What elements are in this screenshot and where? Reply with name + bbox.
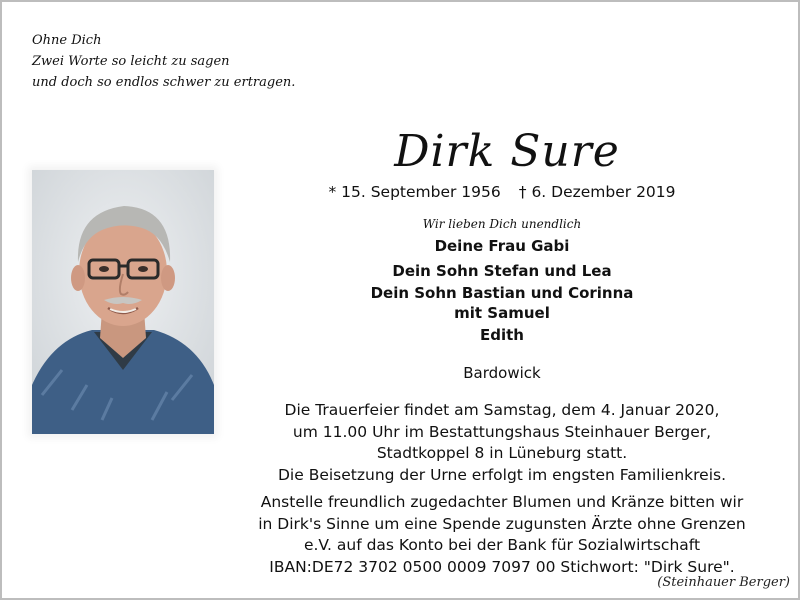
family-line: Dein Sohn Stefan und Lea (392, 261, 612, 280)
donation-line: IBAN:DE72 3702 0500 0009 7097 00 Stichwort: "Dirk Sure". (269, 557, 735, 576)
poem-line: Zwei Worte so leicht zu sagen (32, 54, 230, 69)
family-line: Edith (480, 326, 524, 344)
funeral-line: um 11.00 Uhr im Bestattungshaus Steinhauer Berger, (292, 422, 712, 441)
family-line: Deine Frau Gabi (434, 237, 570, 255)
donation-line: in Dirk's Sinne um eine Spende zugunsten Ärzte ohne Grenzen (258, 514, 746, 533)
donation-info (222, 492, 782, 578)
life-dates (262, 183, 742, 201)
death-date: † 6. Dezember 2019 (518, 183, 676, 201)
family-line: mit Samuel (454, 304, 550, 322)
funeral-line: Die Beisetzung der Urne erfolgt im engsten Familienkreis. (277, 465, 727, 484)
donation-line: e.V. auf das Konto bei der Bank für Sozialwirtschaft (303, 536, 701, 554)
family-line: Dein Sohn Bastian und Corinna (370, 284, 634, 302)
mourners-intro: Wir lieben Dich unendlich (422, 217, 582, 231)
funeral-info (242, 400, 762, 486)
funeral-line: Stadtkoppel 8 in Lüneburg statt. (376, 444, 628, 462)
poem-line: Ohne Dich (32, 33, 102, 48)
funeral-line: Die Trauerfeier findet am Samstag, dem 4. Januar 2020, (284, 401, 720, 419)
birth-date: * 15. September 1956 (328, 183, 501, 201)
donation-line: Anstelle freundlich zugedachter Blumen und Kränze bitten wir (260, 493, 744, 511)
undertaker-logo: (Steinhauer Berger) (657, 575, 790, 590)
mourners-block (262, 214, 742, 348)
deceased-name: Dirk Sure (394, 126, 620, 177)
portrait-photo (32, 170, 214, 434)
portrait-illustration (32, 170, 214, 434)
poem (32, 30, 295, 93)
poem-line: und doch so endlos schwer zu ertragen. (32, 75, 296, 90)
place: Bardowick (463, 364, 541, 382)
